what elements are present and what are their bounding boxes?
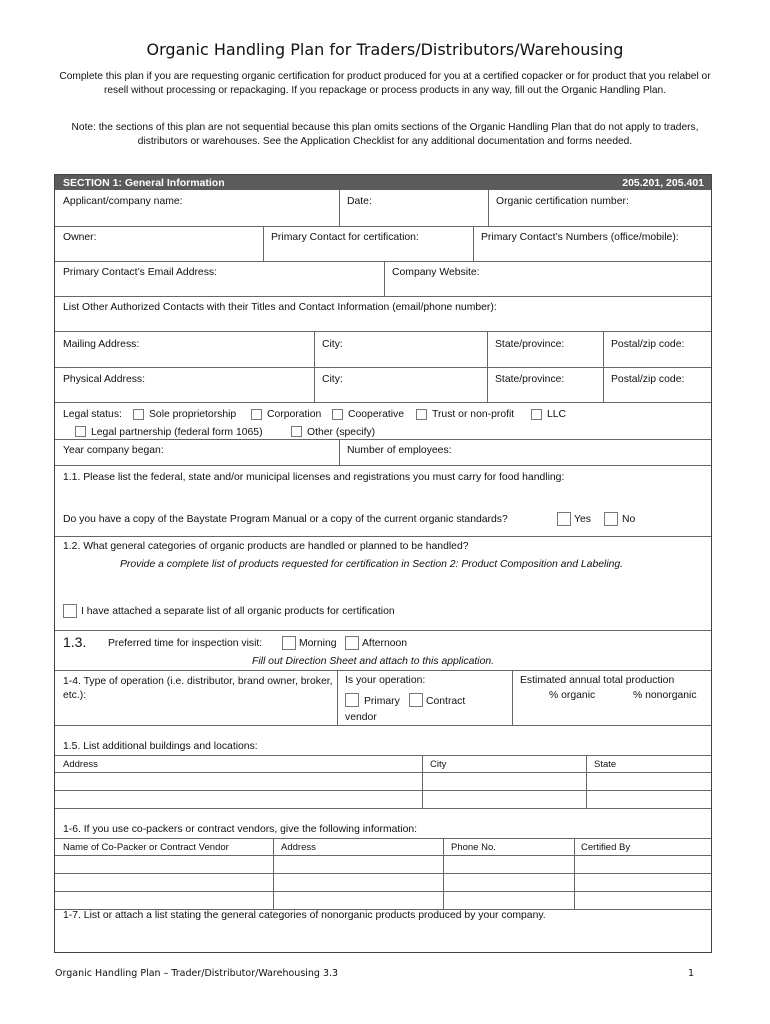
trust-nonprofit-label: Trust or non-profit (432, 409, 515, 420)
buildings-col-address: Address (63, 759, 98, 770)
manual-yes-label: Yes (574, 514, 591, 525)
sole-proprietorship-checkbox[interactable] (133, 409, 144, 420)
q1-2-categories-question: 1.2. What general categories of organic products are handled or planned to be handled? (63, 541, 469, 552)
mailing-city-field[interactable]: City: (322, 339, 343, 350)
document-title: Organic Handling Plan for Traders/Distributors/Warehousing (146, 40, 624, 59)
manual-no-checkbox[interactable] (604, 512, 618, 526)
email-field[interactable]: Primary Contact’s Email Address: (63, 267, 217, 278)
legal-status-label: Legal status: (63, 409, 122, 420)
copackers-col-certified-by: Certified By (581, 842, 631, 853)
general-information-form (54, 174, 712, 953)
physical-city-field[interactable]: City: (322, 374, 343, 385)
cooperative-checkbox[interactable] (332, 409, 343, 420)
copackers-col-address: Address (281, 842, 316, 853)
llc-checkbox[interactable] (531, 409, 542, 420)
q1-2-instruction: Provide a complete list of products requested for certification in Section 2: Product Composition and Labeling. (120, 559, 624, 570)
afternoon-label: Afternoon (362, 638, 408, 649)
year-began-field[interactable]: Year company began: (63, 445, 164, 456)
percent-organic-field[interactable]: % organic (549, 690, 596, 701)
q1-7-nonorganic-question: 1-7. List or attach a list stating the general categories of nonorganic products produced by your company. (63, 910, 546, 921)
other-contacts-field[interactable]: List Other Authorized Contacts with their Titles and Contact Information (email/phone number): (63, 302, 497, 313)
manual-no-label: No (622, 514, 636, 525)
intro-note: Note: the sections of this plan are not sequential because this plan omits sections of the Organic Handling Plan that do not apply to traders, distributors or warehouses. See the Application Checklist for any additional documentation and forms needed. (71, 122, 699, 147)
legal-partnership-checkbox[interactable] (75, 426, 86, 437)
q1-3-inspection-question: Preferred time for inspection visit: (108, 638, 263, 649)
page-number: 1 (688, 968, 695, 979)
primary-label: Primary (364, 696, 400, 707)
q1-3-number: 1.3. (63, 634, 87, 650)
copackers-col-name: Name of Co-Packer or Contract Vendor (63, 842, 229, 853)
website-field[interactable]: Company Website: (392, 267, 480, 278)
mailing-postal-field[interactable]: Postal/zip code: (611, 339, 685, 350)
estimated-production-label: Estimated annual total production (520, 675, 675, 686)
trust-nonprofit-checkbox[interactable] (416, 409, 427, 420)
physical-postal-field[interactable]: Postal/zip code: (611, 374, 685, 385)
primary-contact-field[interactable]: Primary Contact for certification: (271, 232, 419, 243)
buildings-col-state: State (594, 759, 617, 770)
q1-6-copackers-question: 1-6. If you use co-packers or contract vendors, give the following information: (63, 824, 418, 835)
sole-proprietorship-label: Sole proprietorship (149, 409, 237, 420)
corporation-label: Corporation (267, 409, 322, 420)
other-legal-label: Other (specify) (307, 427, 376, 438)
afternoon-checkbox[interactable] (345, 636, 359, 650)
footer-document-name: Organic Handling Plan – Trader/Distributor/Warehousing 3.3 (55, 968, 339, 979)
certification-number-field[interactable]: Organic certification number: (496, 196, 629, 207)
owner-field[interactable]: Owner: (63, 232, 97, 243)
section-1-header (55, 175, 711, 190)
physical-address-field[interactable]: Physical Address: (63, 374, 146, 385)
contract-checkbox[interactable] (409, 693, 423, 707)
corporation-checkbox[interactable] (251, 409, 262, 420)
vendor-label: vendor (345, 712, 377, 723)
legal-partnership-label: Legal partnership (federal form 1065) (91, 427, 263, 438)
cooperative-label: Cooperative (348, 409, 405, 420)
q1-1-manual-question: Do you have a copy of the Baystate Program Manual or a copy of the current organic standards? (63, 514, 508, 525)
copackers-col-phone: Phone No. (451, 842, 496, 853)
mailing-state-field[interactable]: State/province: (495, 339, 565, 350)
section-1-title: SECTION 1: General Information (63, 177, 225, 189)
buildings-col-city: City (430, 759, 447, 770)
manual-yes-checkbox[interactable] (557, 512, 571, 526)
mailing-address-field[interactable]: Mailing Address: (63, 339, 140, 350)
percent-nonorganic-field[interactable]: % nonorganic (633, 690, 697, 701)
section-1-codes: 205.201, 205.401 (622, 177, 704, 189)
q1-1-licenses-question: 1.1. Please list the federal, state and/or municipal licenses and registrations you must carry for food handling: (63, 472, 565, 483)
llc-label: LLC (547, 409, 567, 420)
physical-state-field[interactable]: State/province: (495, 374, 565, 385)
other-legal-checkbox[interactable] (291, 426, 302, 437)
products-list-attached-label: I have attached a separate list of all organic products for certification (81, 606, 395, 617)
intro-paragraph: Complete this plan if you are requesting organic certification for product produced for you at a certified copacker or for product that you relabel or resell without processing or repackaging. If you repackage or process products in any way, fill out the Organic Handling Plan. (59, 71, 711, 96)
direction-sheet-note: Fill out Direction Sheet and attach to this application. (252, 656, 495, 667)
is-your-operation-label: Is your operation: (345, 675, 426, 686)
employees-field[interactable]: Number of employees: (347, 445, 452, 456)
morning-checkbox[interactable] (282, 636, 296, 650)
contact-numbers-field[interactable]: Primary Contact’s Numbers (office/mobile): (481, 232, 679, 243)
q1-5-buildings-question: 1.5. List additional buildings and locations: (63, 741, 258, 752)
contract-label: Contract (426, 696, 466, 707)
applicant-name-field[interactable]: Applicant/company name: (63, 196, 183, 207)
q1-4-operation-type[interactable]: 1-4. Type of operation (i.e. distributor, brand owner, broker, etc.): (63, 676, 333, 701)
date-field[interactable]: Date: (347, 196, 372, 207)
morning-label: Morning (299, 638, 337, 649)
products-list-attached-checkbox[interactable] (63, 604, 77, 618)
primary-checkbox[interactable] (345, 693, 359, 707)
